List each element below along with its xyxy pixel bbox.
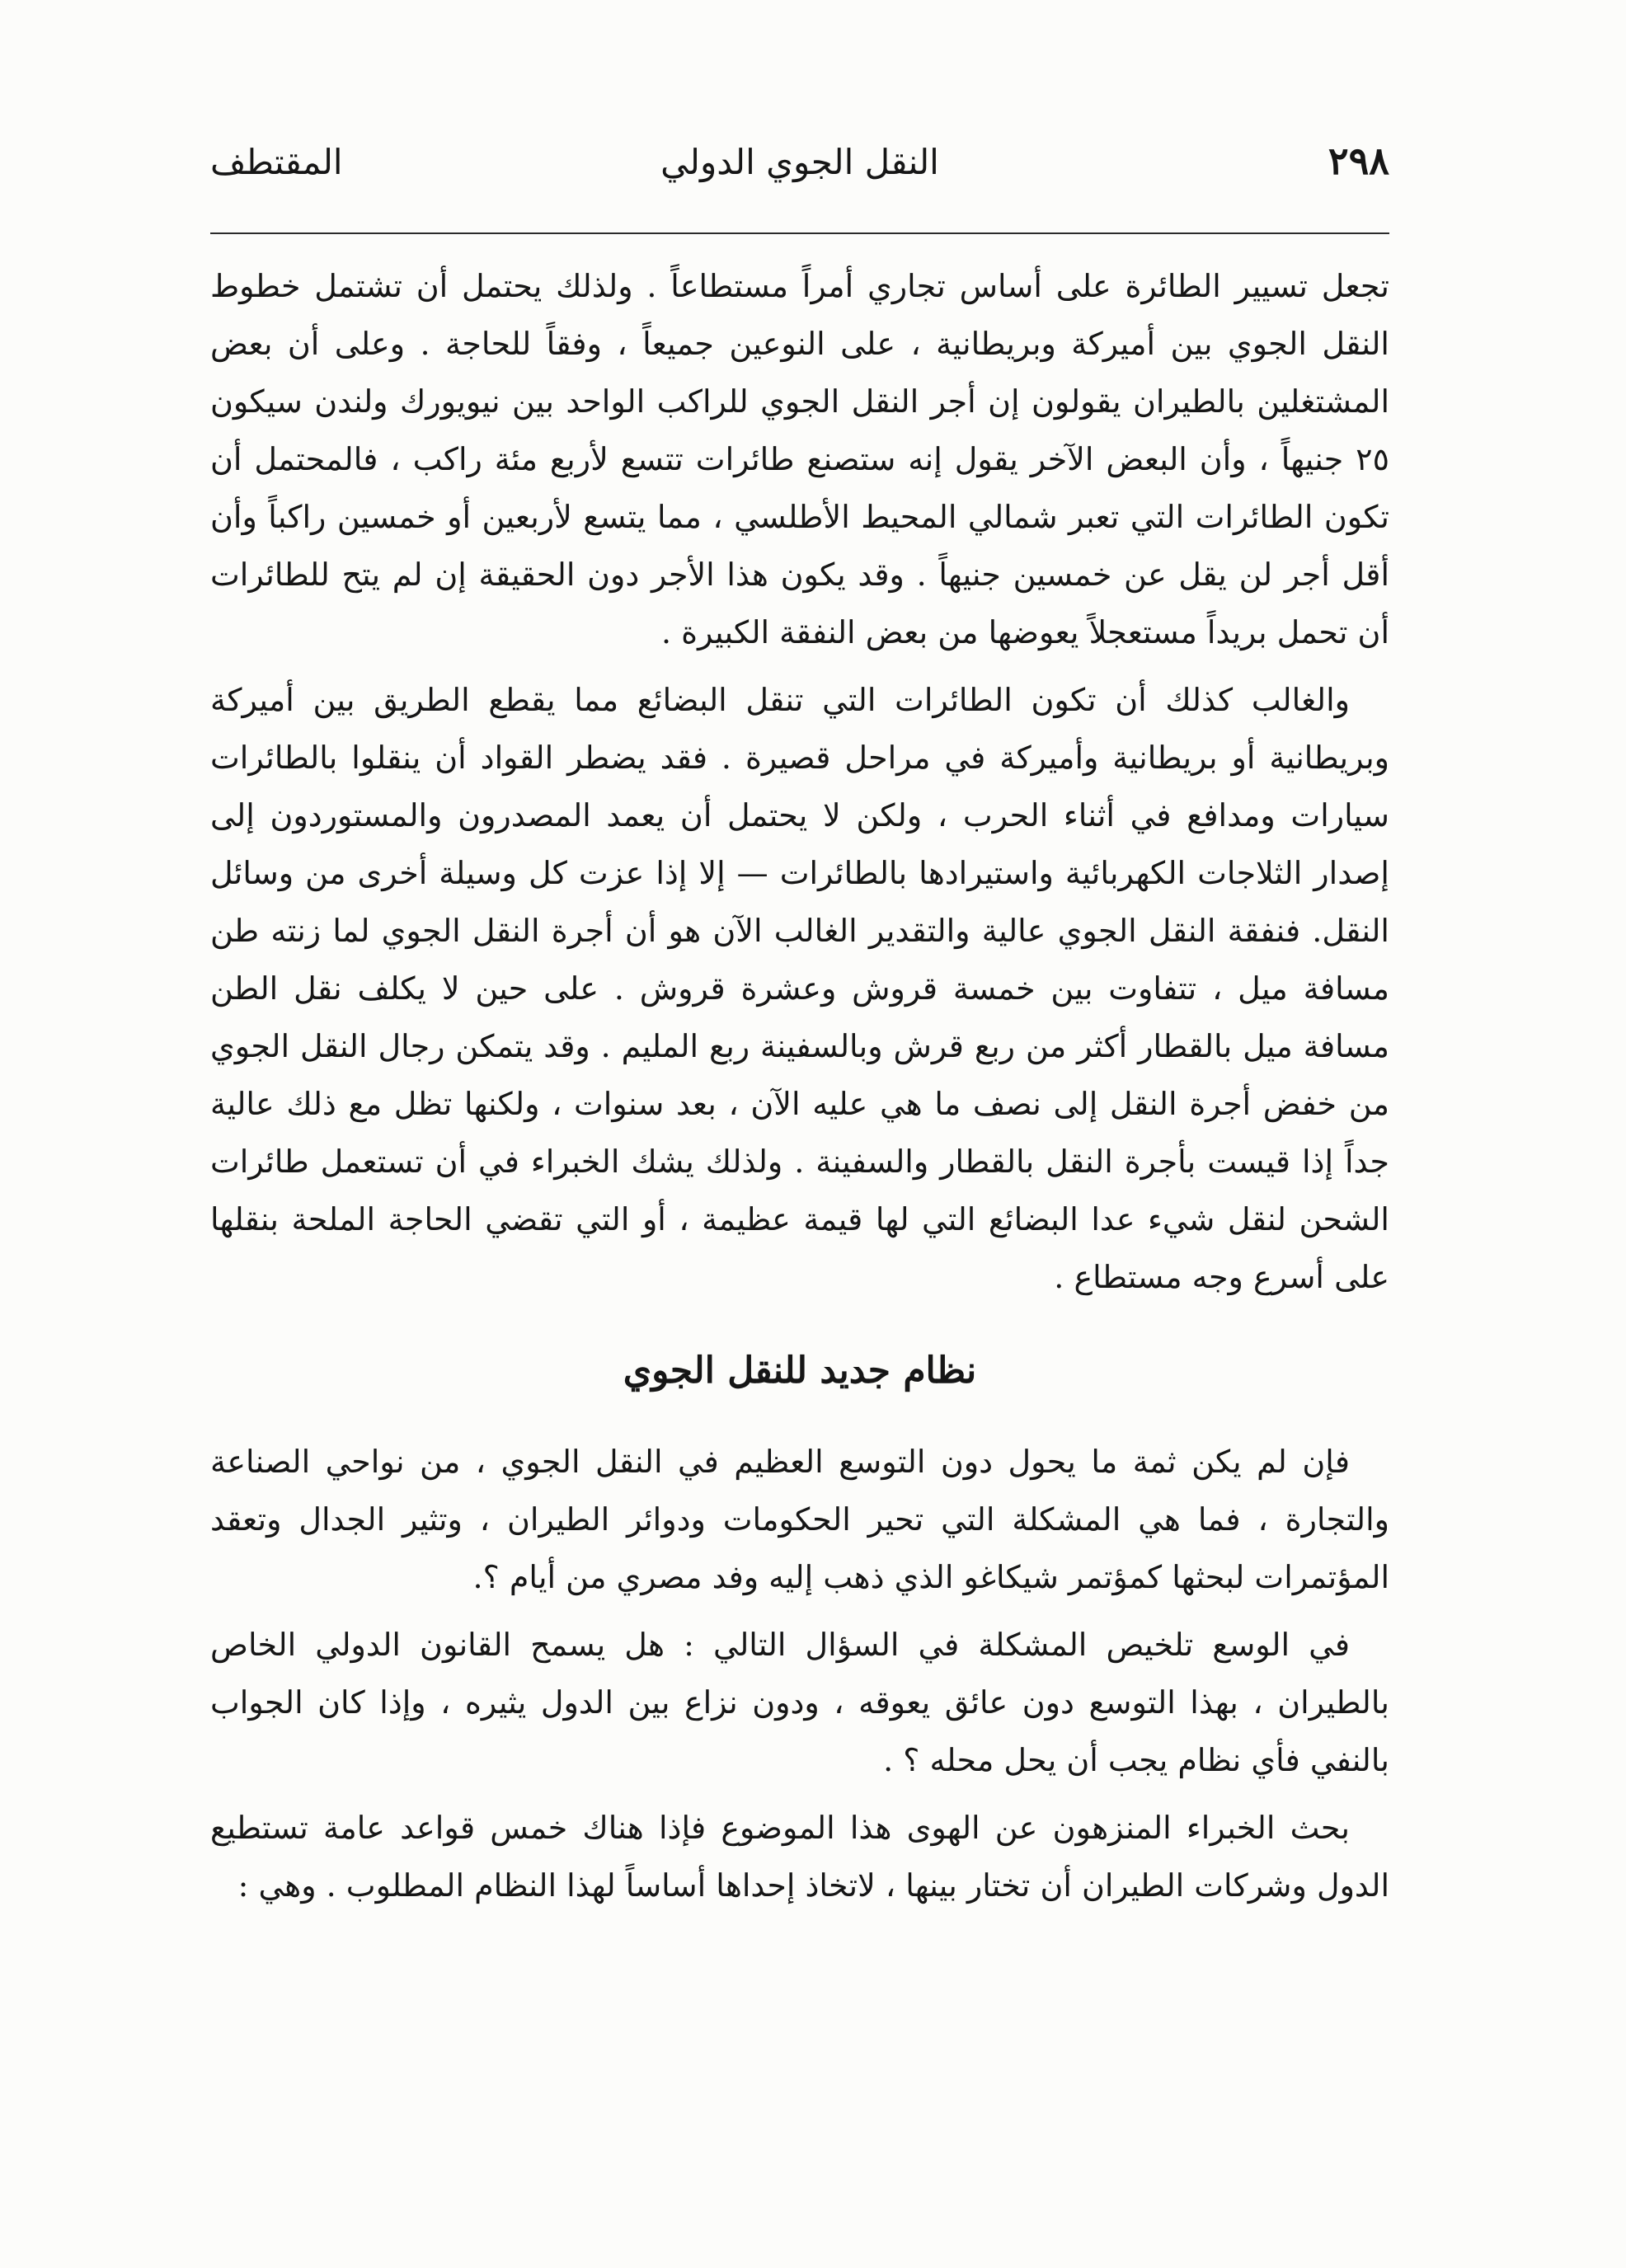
running-header bbox=[210, 139, 1389, 204]
journal-name: المقتطف bbox=[210, 142, 343, 182]
paragraph-cargo: والغالب كذلك أن تكون الطائرات التي تنقل البضائع مما يقطع الطريق بين أميركة وبريطانية أو بريطانية وأميركة في مراحل قصيرة . فقد يضطر القواد أن ينقلوا بالطائرات سيارات ومدافع في أثناء الحرب ، ولكن لا يحتمل أن يعمد المصدرون والمستوردون إلى إصدار الثلاجات الكهربائية واستيرادها بالطائرات — إلا إذا عزت كل وسيلة أخرى من وسائل النقل. فنفقة النقل الجوي عالية والتقدير الغالب الآن هو أن أجرة النقل الجوي لما زنته طن مسافة ميل ، تتفاوت بين خمسة قروش وعشرة قروش . على حين لا يكلف نقل الطن مسافة ميل بالقطار أكثر من ربع قرش وبالسفينة ربع المليم . وقد يتمكن رجال النقل الجوي من خفض أجرة النقل إلى نصف ما هي عليه الآن ، بعد سنوات ، ولكنها تظل مع ذلك عالية جداً إذا قيست بأجرة النقل بالقطار والسفينة . ولذلك يشك الخبراء في أن تستعمل طائرات الشحن لنقل شيء عدا البضائع التي لها قيمة عظيمة ، أو التي تقضي الحاجة الملحة بنقلها على أسرع وجه مستطاع . bbox=[210, 682, 1389, 1295]
article-body bbox=[210, 257, 1389, 1914]
page-number: ٢٩٨ bbox=[1328, 139, 1389, 183]
paragraph-question: في الوسع تلخيص المشكلة في السؤال التالي : هل يسمح القانون الدولي الخاص بالطيران ، بهذا التوسع دون عائق يعوقه ، ودون نزاع بين الدول يثيره ، وإذا كان الجواب بالنفي فأي نظام يجب أن يحل محله ؟ . bbox=[210, 1627, 1389, 1778]
paragraph-rules: بحث الخبراء المنزهون عن الهوى هذا الموضوع فإذا هناك خمس قواعد عامة تستطيع الدول وشركات الطيران أن تختار بينها ، لاتخاذ إحداها أساساً لهذا النظام المطلوب . وهي : bbox=[210, 1810, 1389, 1904]
section-heading: نظام جديد للنقل الجوي bbox=[623, 1350, 977, 1392]
header-divider bbox=[210, 232, 1389, 234]
paragraph-continuation: تجعل تسيير الطائرة على أساس تجاري أمراً مستطاعاً . ولذلك يحتمل أن تشتمل خطوط النقل الجوي بين أميركة وبريطانية ، على النوعين جميعاً ، وفقاً للحاجة . وعلى أن بعض المشتغلين بالطيران يقولون إن أجر النقل الجوي للراكب الواحد بين نيويورك ولندن سيكون ٢٥ جنيهاً ، وأن البعض الآخر يقول إنه ستصنع طائرات تتسع لأربع مئة راكب ، فالمحتمل أن تكون الطائرات التي تعبر شمالي المحيط الأطلسي ، مما يتسع لأربعين أو خمسين راكباً وأن أقل أجر لن يقل عن خمسين جنيهاً . وقد يكون هذا الأجر دون الحقيقة إن لم يتح للطائرات أن تحمل بريداً مستعجلاً يعوضها من بعض النفقة الكبيرة . bbox=[210, 268, 1389, 650]
running-title: النقل الجوي الدولي bbox=[660, 142, 939, 182]
paragraph-problem: فإن لم يكن ثمة ما يحول دون التوسع العظيم في النقل الجوي ، من نواحي الصناعة والتجارة ، فما هي المشكلة التي تحير الحكومات ودوائر الطيران ، وتثير الجدال وتعقد المؤتمرات لبحثها كمؤتمر شيكاغو الذي ذهب إليه وفد مصري من أيام ؟. bbox=[210, 1444, 1389, 1595]
